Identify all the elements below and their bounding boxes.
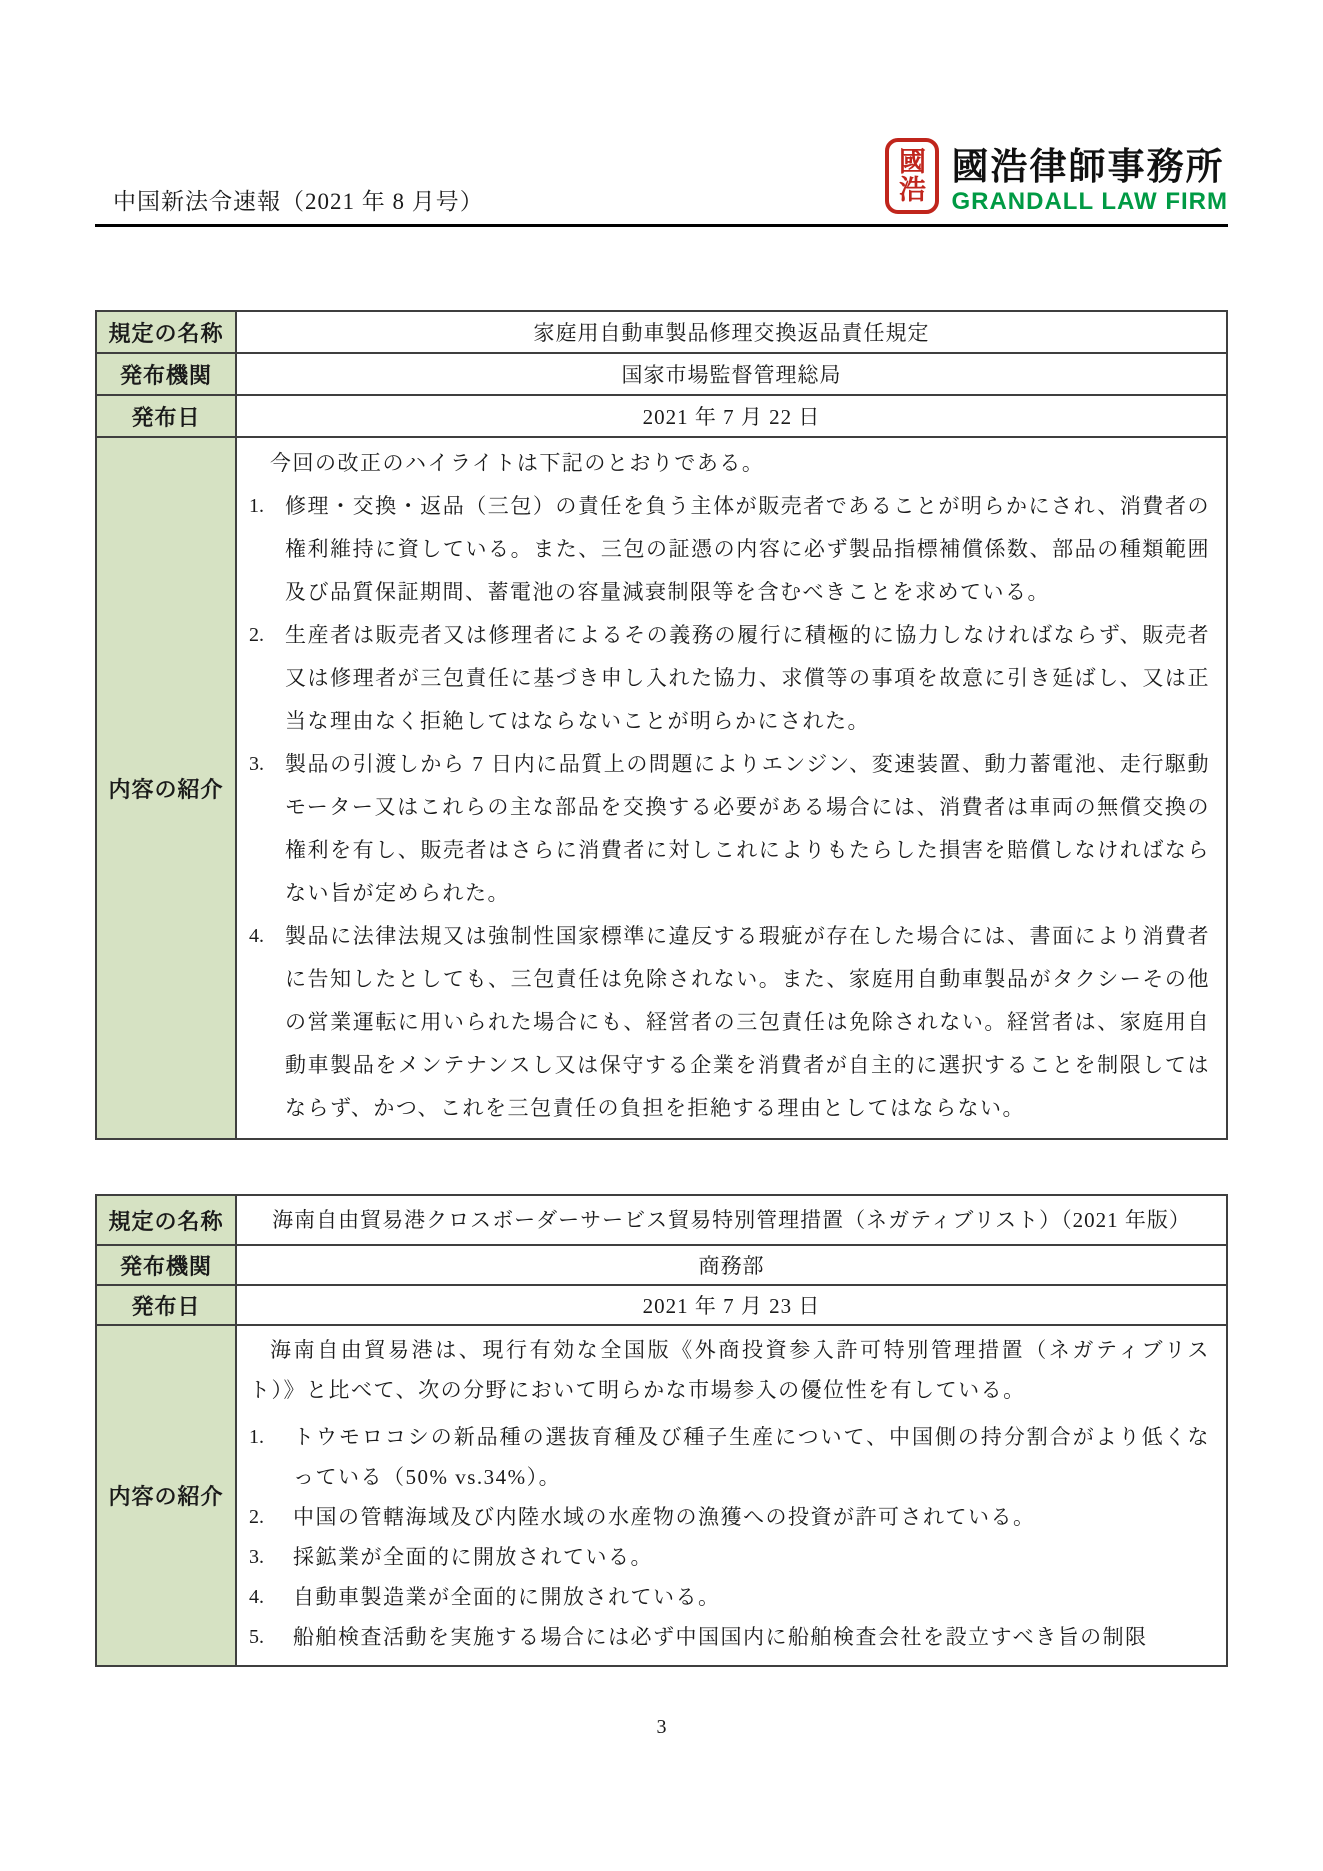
field-label-content: 内容の紹介 (96, 437, 236, 1139)
list-item (249, 1417, 1210, 1497)
regulation-table-1 (95, 310, 1228, 1140)
list-item-number: 4. (249, 1586, 264, 1608)
regulation-name: 海南自由貿易港クロスボーダーサービス貿易特別管理措置（ネガティブリスト）（2021 年版） (236, 1195, 1227, 1245)
seal-char-bottom: 浩 (898, 175, 926, 205)
page-header (95, 128, 1228, 227)
table-row-content (96, 437, 1227, 1139)
table-row-name (96, 311, 1227, 353)
content-list (249, 485, 1210, 1130)
list-item-text: 修理・交換・返品（三包）の責任を負う主体が販売者であることが明らかにされ、消費者の権利維持に資している。また、三包の証憑の内容に必ず製品指標補償係数、部品の種類範囲及び品質保証期間、蓄電池の容量減衰制限等を含むべきことを求めている。 (285, 494, 1210, 604)
table-row-issuer (96, 1245, 1227, 1285)
firm-name-en: GRANDALL LAW FIRM (951, 187, 1228, 215)
list-item-number: 1. (249, 495, 264, 517)
list-item (249, 614, 1210, 743)
list-item-number: 4. (249, 925, 264, 947)
field-label-name: 規定の名称 (96, 311, 236, 353)
list-item (249, 1577, 1210, 1617)
list-item (249, 1497, 1210, 1537)
table-row-name (96, 1195, 1227, 1245)
list-item-text: 製品に法律法規又は強制性国家標準に違反する瑕疵が存在した場合には、書面により消費者に告知したとしても、三包責任は免除されない。また、家庭用自動車製品がタクシーその他の営業運転に用いられた場合にも、経営者の三包責任は免除されない。経営者は、家庭用自動車製品をメンテナンスし又は保守する企業を消費者が自主的に選択することを制限してはならず、かつ、これを三包責任の負担を拒絶する理由としてはならない。 (285, 924, 1210, 1120)
list-item (249, 485, 1210, 614)
list-item-text: 製品の引渡しから 7 日内に品質上の問題によりエンジン、変速装置、動力蓄電池、走行駆動モーター又はこれらの主な部品を交換する必要がある場合には、消費者は車両の無償交換の権利を有し、販売者はさらに消費者に対しこれによりもたらした損害を賠償しなければならない旨が定められた。 (285, 752, 1210, 905)
list-item-number: 3. (249, 753, 264, 775)
page-number: 3 (656, 1716, 667, 1738)
content-intro: 今回の改正のハイライトは下記のとおりである。 (270, 451, 765, 475)
issuing-authority: 商務部 (236, 1245, 1227, 1285)
issuing-authority: 国家市場監督管理総局 (236, 353, 1227, 395)
field-label-content: 内容の紹介 (96, 1325, 236, 1666)
content-summary (236, 1325, 1227, 1666)
table-row-issuer (96, 353, 1227, 395)
list-item-text: 生産者は販売者又は修理者によるその義務の履行に積極的に協力しなければならず、販売者又は修理者が三包責任に基づき申し入れた協力、求償等の事項を故意に引き延ばし、又は正当な理由なく拒絶してはならないことが明らかにされた。 (285, 623, 1210, 733)
list-item-number: 2. (249, 1506, 264, 1528)
list-item (249, 1537, 1210, 1577)
issue-date: 2021 年 7 月 22 日 (236, 395, 1227, 437)
seal-char-top: 國 (898, 146, 926, 177)
list-item-text: 船舶検査活動を実施する場合には必ず中国国内に船舶検査会社を設立すべき旨の制限 (293, 1625, 1148, 1649)
content-list (249, 1417, 1210, 1657)
list-item (249, 743, 1210, 915)
regulation-table-2 (95, 1194, 1228, 1667)
field-label-issuer: 発布機関 (96, 353, 236, 395)
list-item (249, 915, 1210, 1130)
table-row-content (96, 1325, 1227, 1666)
list-item-number: 2. (249, 624, 264, 646)
field-label-name: 規定の名称 (96, 1195, 236, 1245)
list-item-text: 自動車製造業が全面的に開放されている。 (293, 1585, 721, 1609)
field-label-date: 発布日 (96, 1285, 236, 1325)
list-item-text: 中国の管轄海域及び内陸水域の水産物の漁獲への投資が許可されている。 (293, 1505, 1036, 1529)
list-item-number: 1. (249, 1426, 264, 1448)
field-label-issuer: 発布機関 (96, 1245, 236, 1285)
regulation-name: 家庭用自動車製品修理交換返品責任規定 (236, 311, 1227, 353)
logo-wordmark (951, 145, 1228, 215)
list-item-text: 採鉱業が全面的に開放されている。 (293, 1545, 653, 1569)
table-row-date (96, 1285, 1227, 1325)
list-item (249, 1617, 1210, 1657)
firm-name-cjk: 國浩律師事務所 (951, 145, 1225, 187)
field-label-date: 発布日 (96, 395, 236, 437)
list-item-number: 3. (249, 1546, 264, 1568)
issue-date: 2021 年 7 月 23 日 (236, 1285, 1227, 1325)
newsletter-title: 中国新法令速報（2021 年 8 月号） (113, 189, 484, 214)
grandall-seal-icon (885, 138, 939, 214)
content-intro: 海南自由貿易港は、現行有効な全国版《外商投資参入許可特別管理措置（ネガティブリスト）》と比べて、次の分野において明らかな市場参入の優位性を有している。 (249, 1338, 1210, 1402)
content-summary (236, 437, 1227, 1139)
list-item-number: 5. (249, 1626, 264, 1648)
list-item-text: トウモロコシの新品種の選抜育種及び種子生産について、中国側の持分割合がより低くなっている（50% vs.34%）。 (293, 1425, 1210, 1489)
grandall-logo (885, 138, 1228, 214)
table-row-date (96, 395, 1227, 437)
